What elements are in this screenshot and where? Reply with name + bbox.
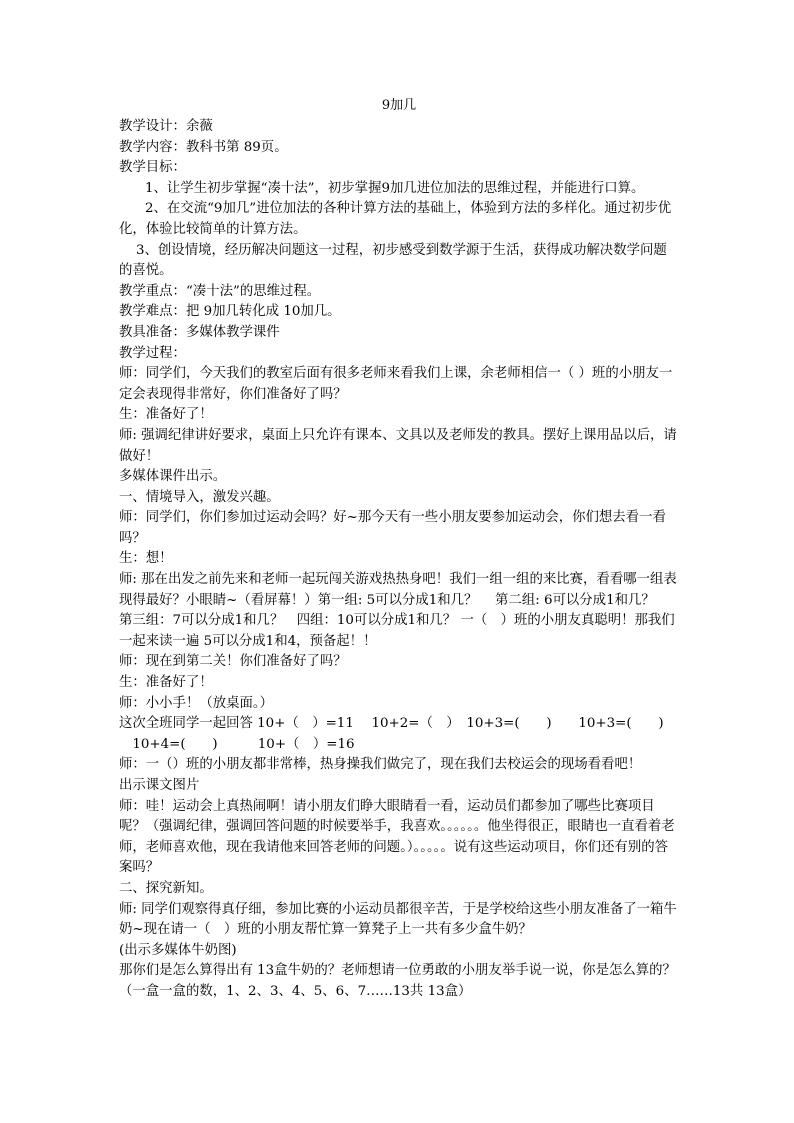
paragraph: 出示课文图片 [119, 778, 200, 793]
paragraph: 生：想！ [119, 551, 173, 567]
paragraph: 这次全班同学一起回答 10+（ ）=11 10+2=（ ） 10+3=( ) 10+3=( ) [119, 716, 664, 732]
paragraph: 师：同学们，你们参加过运动会吗？好~那今天有一些小朋友要参加运动会，你们想去看一看吗？ [119, 510, 666, 546]
paragraph: 3、创设情境，经历解决问题这一过程，初步感受到数学源于生活，获得成功解决数学问题的喜悦。 [119, 242, 667, 279]
paragraph: 教学重点：“凑十法”的思维过程。 [119, 283, 321, 299]
paragraph: 师：哇！运动会上真热闹啊！请小朋友们睁大眼睛看一看，运动员们都参加了哪些比赛项目呢？（强调纪律，强调回答问题的时候要举手，我喜欢。。。。。。他坐得很正，眼睛也一直看着老师，老师喜欢他，现在我请他来回答老师的问题。）。。。。。说有这些运动项目，你们还有别的答案吗？ [119, 798, 675, 876]
paragraph: 教学设计：余薇 [119, 119, 213, 134]
document-title: 9加几 [381, 98, 417, 113]
paragraph: 教学难点：把 9加几转化成 10加几。 [119, 304, 341, 320]
paragraph: 一、情境导入，激发兴趣。 [119, 489, 280, 505]
paragraph: 师：小小手！（放桌面。） [119, 695, 273, 711]
document-body [119, 117, 695, 1003]
paragraph: 2、在交流“9加几”进位加法的各种计算方法的基础上，体验到方法的多样化。通过初步优化，体验比较简单的计算方法。 [119, 201, 672, 237]
paragraph: 二、探究新知。 [119, 880, 213, 896]
paragraph: 教具准备：多媒体教学课件 [119, 324, 280, 340]
paragraph: 1、让学生初步掌握“凑十法”，初步掌握9加几进位加法的思维过程，并能进行口算。 [145, 180, 645, 196]
paragraph: 生：准备好了！ [119, 675, 213, 691]
paragraph: 师: 同学们观察得真仔细，参加比赛的小运动员都很辛苦，于是学校给这些小朋友准备了一箱牛奶~现在请一（ ）班的小朋友帮忙算一算凳子上一共有多少盒牛奶？ [119, 901, 677, 938]
paragraph: 师: 强调纪律讲好要求，桌面上只允许有课本、文具以及老师发的教具。摆好上课用品以后，请做好！ [119, 427, 677, 464]
paragraph: (出示多媒体牛奶图) [119, 942, 237, 958]
paragraph: 生：准备好了！ [119, 407, 213, 423]
paragraph: 师：现在到第二关！你们准备好了吗？ [119, 654, 347, 670]
document-page [119, 96, 695, 1003]
paragraph: 师：同学们，今天我们的教室后面有很多老师来看我们上课，余老师相信一（ ）班的小朋友一定会表现得非常好，你们准备好了吗？ [119, 366, 673, 402]
paragraph: 那你们是怎么算得出有 13盒牛奶的？老师想请一位勇敢的小朋友举手说一说，你是怎么算的？（一盒一盒的数，1、2、3、4、5、6、7……13共 13盒） [119, 963, 676, 999]
paragraph: 教学目标： [119, 160, 186, 176]
paragraph: 多媒体课件出示。 [119, 469, 227, 485]
paragraph: 10+4=( ) 10+（ ）=16 [119, 736, 355, 752]
paragraph: 教学内容：教科书第 89页。 [119, 139, 288, 155]
paragraph: 师：一（）班的小朋友都非常棒，热身操我们做完了，现在我们去校运会的现场看看吧！ [119, 757, 642, 773]
paragraph: 师: 那在出发之前先来和老师一起玩闯关游戏热热身吧！我们一组一组的来比赛，看看哪一组表现得最好？小眼睛~（看屏幕！）第一组: 5可以分成1和几？ 第二组: 6可以分成1和几？ 第三组：7可以分成1和几？ 四组：10可以分成1和几？ 一（ ）班的小朋友真聪明！那我们一起来读一遍 5可以分成1和4，预备起！！ [119, 572, 695, 649]
paragraph: 教学过程： [119, 345, 186, 361]
